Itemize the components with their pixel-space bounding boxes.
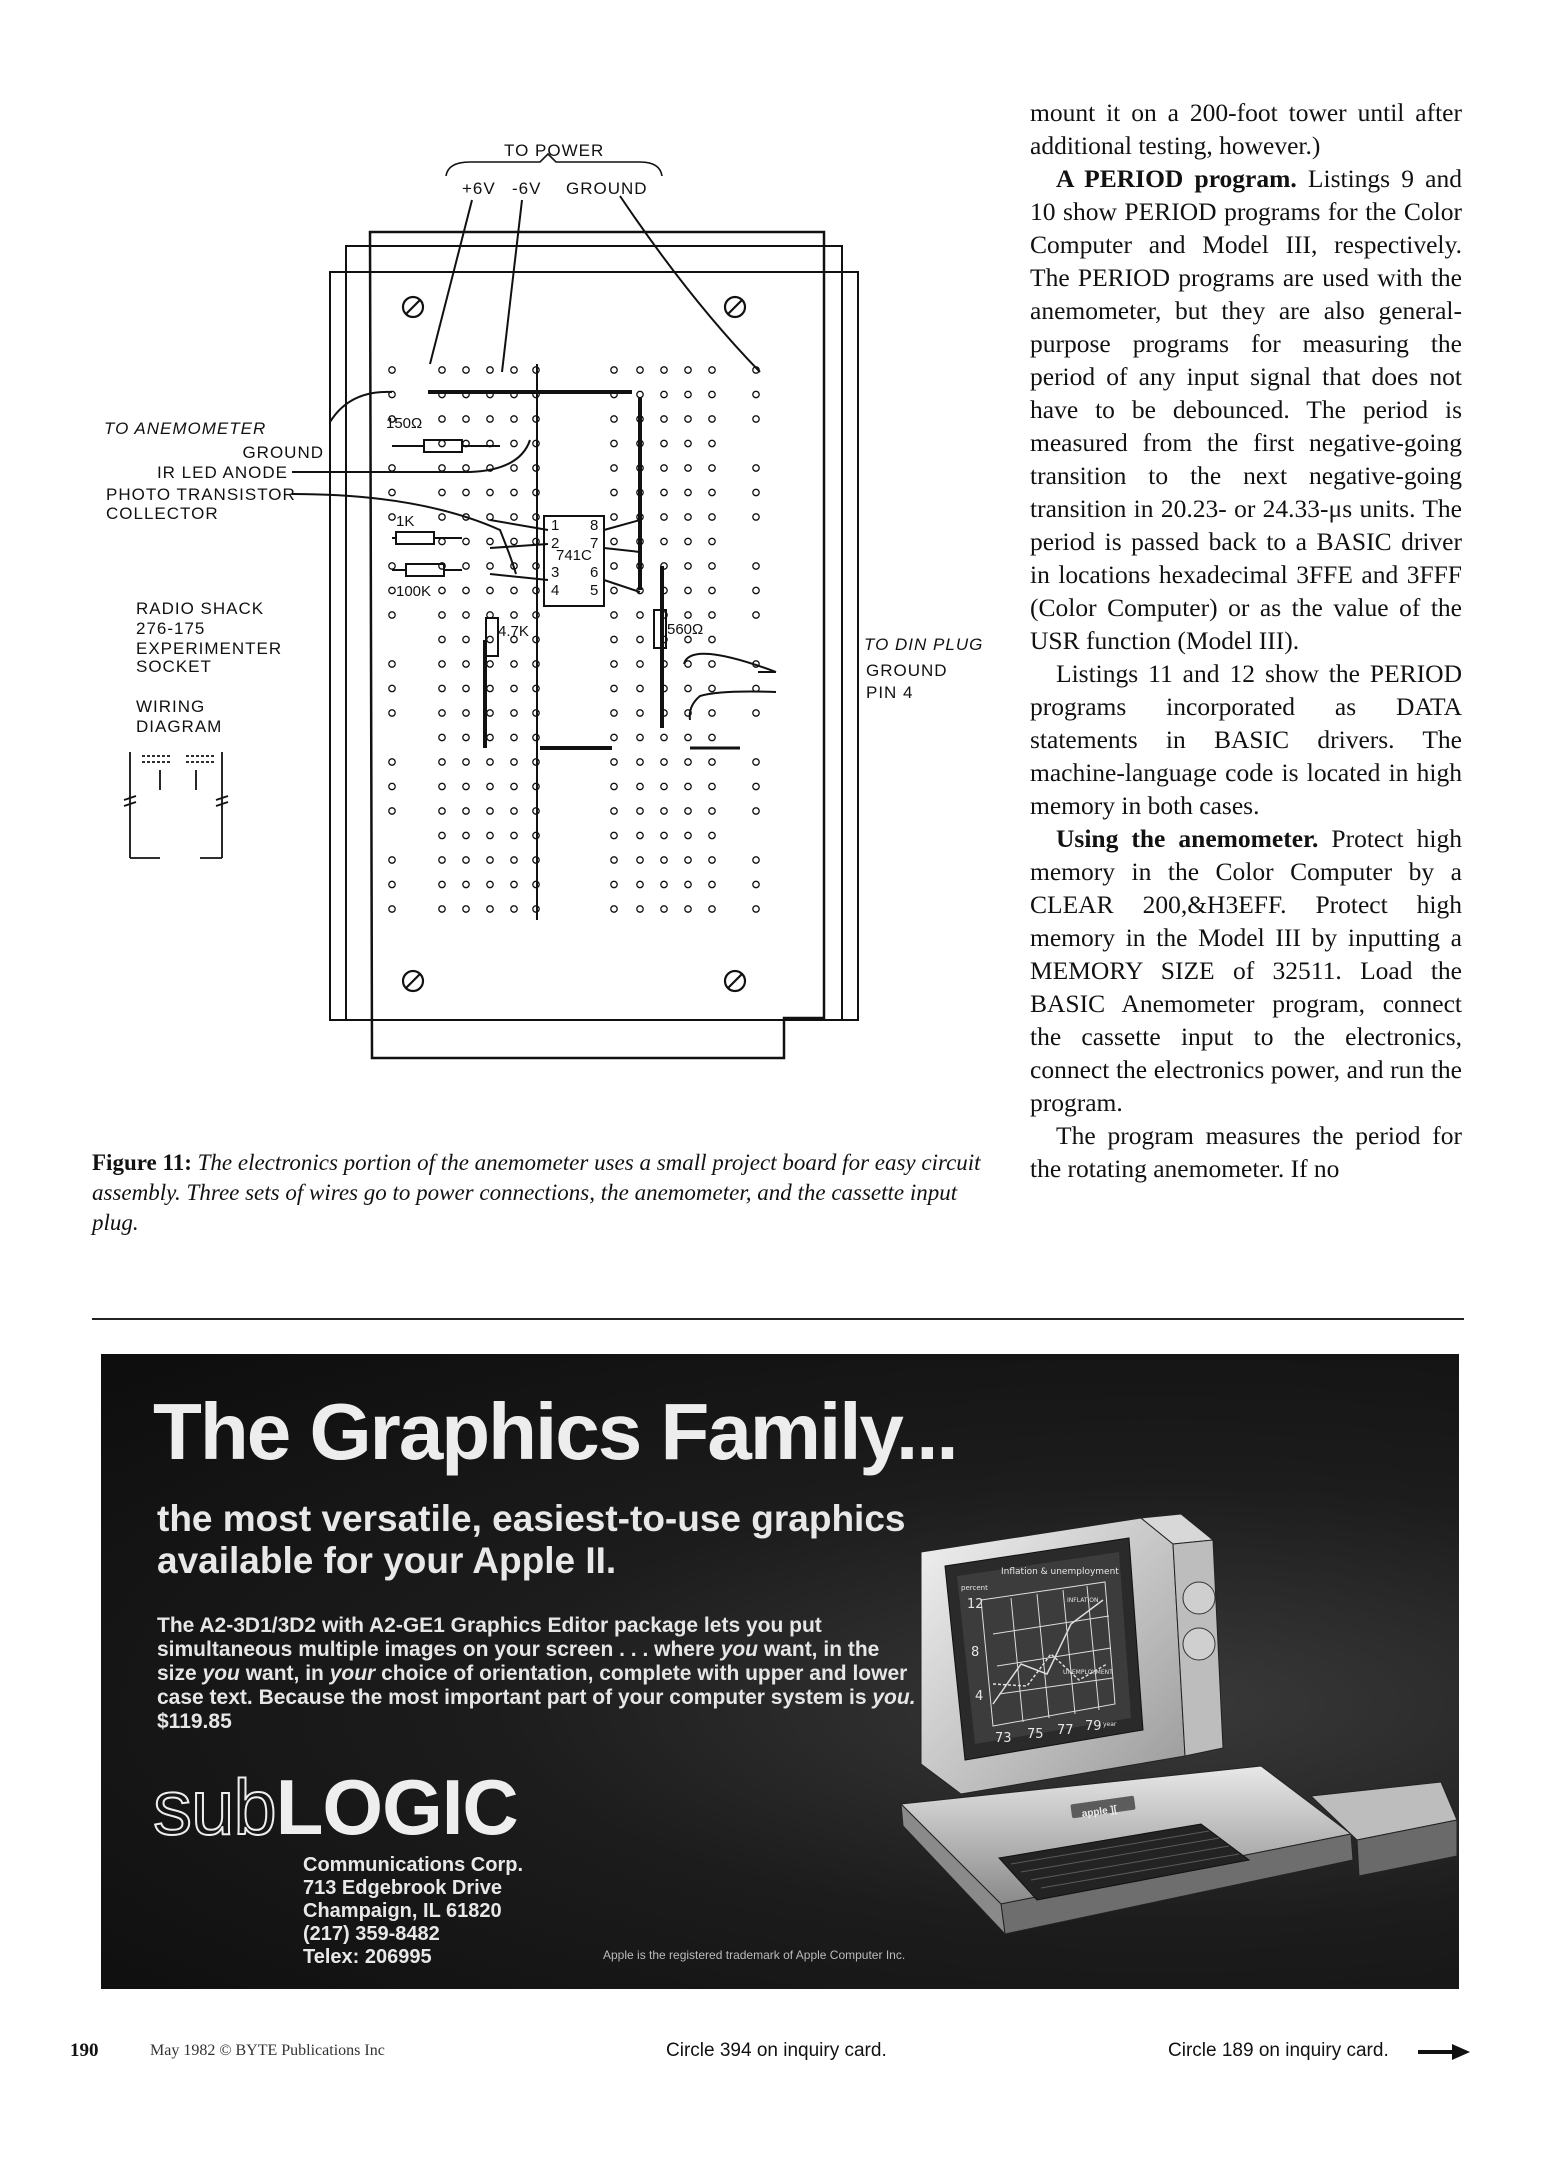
breadboard-hole (637, 661, 643, 667)
breadboard-hole (753, 587, 759, 593)
wiring-diagram-symbol (124, 752, 228, 858)
breadboard-hole (463, 857, 469, 863)
screen-xtick-75: 75 (1027, 1727, 1044, 1742)
breadboard-hole (611, 710, 617, 716)
breadboard-hole (611, 832, 617, 838)
breadboard-hole (637, 783, 643, 789)
breadboard-hole (709, 906, 715, 912)
breadboard-hole (685, 440, 691, 446)
breadboard-hole (637, 881, 643, 887)
caption-text: The electronics portion of the anemometer uses a small project board for easy circuit assembly. Three sets of wires go to power connections, the anemometer, and the cassette input plug. (92, 1150, 981, 1235)
article-paragraph: A PERIOD program. Listings 9 and 10 show PERIOD programs for the Color Computer and Model III, respectively. The PERIOD programs are used with the anemometer, but they are also general-purpose programs for measuring the period of any input signal that does not have to be debounced. The period is measured from the first negative-going transition to the next negative-going transition in 20.23- or 24.33-μs units. The period is passed back to a BASIC driver in locations hexadecimal 3FFE and 3FFF (Color Computer) or as the value of the USR function (Model III). (1030, 164, 1463, 655)
breadboard-hole (439, 538, 445, 544)
breadboard-hole (709, 881, 715, 887)
breadboard-hole (685, 808, 691, 814)
breadboard-hole (463, 710, 469, 716)
breadboard-hole (685, 514, 691, 520)
breadboard-hole (661, 808, 667, 814)
breadboard-hole (511, 685, 517, 691)
breadboard-hole (611, 440, 617, 446)
screen-ylabel: percent (961, 1584, 988, 1592)
breadboard-hole (753, 391, 759, 397)
din-wire-pin4: PIN 4 (866, 683, 914, 702)
breadboard-hole (753, 563, 759, 569)
breadboard-hole (685, 563, 691, 569)
breadboard-hole (753, 857, 759, 863)
breadboard-hole (753, 489, 759, 495)
breadboard-hole (439, 636, 445, 642)
breadboard-hole (611, 538, 617, 544)
anemometer-wire-phototransistor: PHOTO TRANSISTOR (106, 485, 296, 504)
breadboard-hole (753, 612, 759, 618)
breadboard-hole (709, 587, 715, 593)
breadboard-hole (389, 514, 395, 520)
article-subhead: A PERIOD program. (1056, 164, 1297, 193)
circuit-figure (0, 0, 1000, 1110)
breadboard-hole (685, 832, 691, 838)
breadboard-hole (511, 734, 517, 740)
breadboard-hole (709, 440, 715, 446)
breadboard-hole (439, 465, 445, 471)
breadboard-hole (685, 906, 691, 912)
component-100k-label: 100K (396, 583, 432, 600)
socket-label-3: EXPERIMENTER (136, 639, 283, 658)
breadboard-hole (753, 881, 759, 887)
breadboard-hole (661, 440, 667, 446)
breadboard-hole (661, 489, 667, 495)
breadboard-hole (463, 685, 469, 691)
screen-ytick-12: 12 (967, 1597, 984, 1612)
breadboard-hole (753, 783, 759, 789)
breadboard-hole (753, 759, 759, 765)
breadboard-hole (709, 416, 715, 422)
article-subhead: Using the anemometer. (1056, 824, 1319, 853)
breadboard-hole (439, 906, 445, 912)
monitor-screen (957, 1552, 1131, 1744)
anemometer-wire-ground: GROUND (242, 443, 324, 462)
ad-body: The A2-3D1/3D2 with A2-GE1 Graphics Editor package lets you put simultaneous multiple images on your screen . . . where you want, in the size you want, in your choice of orientation, complete with upper and lower case text. Because the most important part of your computer system is you. $119.85 (157, 1614, 916, 1733)
breadboard-hole (439, 808, 445, 814)
caption-label: Figure 11: (92, 1150, 192, 1175)
breadboard-hole (611, 881, 617, 887)
breadboard-hole (463, 538, 469, 544)
breadboard-hole (637, 906, 643, 912)
breadboard-hole (511, 538, 517, 544)
screen-xtick-79: 79 (1085, 1719, 1102, 1734)
ic-pin-3: 3 (551, 564, 560, 581)
breadboard-hole (487, 685, 493, 691)
page-number: 190 (70, 2040, 99, 2061)
breadboard-hole (439, 734, 445, 740)
breadboard-hole (487, 661, 493, 667)
breadboard-hole (389, 661, 395, 667)
breadboard-hole (661, 391, 667, 397)
breadboard-hole (487, 906, 493, 912)
breadboard-hole (439, 710, 445, 716)
screen-ytick-8: 8 (971, 1645, 980, 1660)
screen-xtick-77: 77 (1057, 1723, 1074, 1738)
ic-pin-7: 7 (590, 535, 599, 552)
breadboard-hole (511, 783, 517, 789)
board-outline-back (330, 272, 858, 1020)
breadboard-hole (511, 808, 517, 814)
breadboard-hole (511, 759, 517, 765)
sublogic-logo: subLOGIC (153, 1763, 518, 1851)
breadboard-hole (685, 587, 691, 593)
breadboard-hole (709, 685, 715, 691)
breadboard-hole (611, 783, 617, 789)
breadboard-hole (637, 391, 643, 397)
breadboard-hole (463, 832, 469, 838)
breadboard-hole (511, 465, 517, 471)
inquiry-note-1: Circle 394 on inquiry card. (666, 2040, 887, 2061)
breadboard-hole (511, 906, 517, 912)
breadboard-hole (685, 465, 691, 471)
breadboard-hole (389, 906, 395, 912)
breadboard-hole (463, 367, 469, 373)
breadboard-hole (685, 759, 691, 765)
breadboard-hole (463, 612, 469, 618)
breadboard-hole (487, 514, 493, 520)
breadboard-hole (511, 367, 517, 373)
breadboard-hole (463, 783, 469, 789)
breadboard-hole (439, 857, 445, 863)
breadboard-hole (487, 563, 493, 569)
breadboard-hole (685, 612, 691, 618)
screen-xtick-73: 73 (995, 1731, 1012, 1746)
breadboard-hole (709, 612, 715, 618)
breadboard-hole (487, 416, 493, 422)
to-power-label: TO POWER (504, 141, 605, 160)
screen-legend-inflation: INFLATION (1067, 1597, 1099, 1604)
breadboard-hole (709, 538, 715, 544)
breadboard-hole (661, 857, 667, 863)
screen-title: Inflation & unemployment (1001, 1567, 1119, 1577)
breadboard-hole (487, 710, 493, 716)
breadboard-hole (439, 587, 445, 593)
breadboard-hole (637, 612, 643, 618)
breadboard-hole (637, 832, 643, 838)
footer-date: May 1982 © BYTE Publications Inc (150, 2042, 385, 2059)
breadboard-hole (511, 440, 517, 446)
breadboard-hole (487, 832, 493, 838)
breadboard-hole (753, 416, 759, 422)
breadboard-hole (463, 465, 469, 471)
breadboard-hole (439, 759, 445, 765)
din-wire-ground: GROUND (866, 661, 948, 680)
breadboard-hole (487, 367, 493, 373)
breadboard-hole (439, 783, 445, 789)
breadboard-hole (709, 367, 715, 373)
breadboard-hole (389, 489, 395, 495)
breadboard-hole (709, 489, 715, 495)
breadboard-hole (637, 734, 643, 740)
anemometer-wire-collector: COLLECTOR (106, 504, 219, 523)
socket-label-4: SOCKET (136, 657, 212, 676)
board-outline-mid (346, 246, 842, 1020)
breadboard-hole (753, 808, 759, 814)
article-paragraph: mount it on a 200-foot tower until after additional testing, however.) (1030, 98, 1462, 160)
ic-pin-2: 2 (551, 535, 560, 552)
breadboard-hole (611, 661, 617, 667)
breadboard-hole (709, 563, 715, 569)
breadboard-hole (685, 734, 691, 740)
breadboard-hole (753, 906, 759, 912)
breadboard-hole (389, 783, 395, 789)
breadboard-hole (463, 416, 469, 422)
breadboard-hole (637, 808, 643, 814)
breadboard-hole (753, 710, 759, 716)
breadboard-hole (611, 416, 617, 422)
ic-label: 741C (556, 547, 592, 564)
breadboard-hole (685, 857, 691, 863)
screen-xunit: year (1103, 1721, 1117, 1728)
breadboard-hole (611, 514, 617, 520)
inquiry-note-2: Circle 189 on inquiry card. (1168, 2040, 1389, 2061)
breadboard-hole (389, 857, 395, 863)
breadboard-hole (389, 465, 395, 471)
to-anemometer-label: TO ANEMOMETER (104, 419, 267, 438)
breadboard-hole (439, 661, 445, 667)
breadboard-hole (487, 587, 493, 593)
breadboard-hole (637, 759, 643, 765)
breadboard-hole (487, 783, 493, 789)
breadboard-hole (389, 710, 395, 716)
breadboard-hole (463, 636, 469, 642)
breadboard-hole (389, 612, 395, 618)
breadboard-hole (463, 661, 469, 667)
breadboard-hole (511, 881, 517, 887)
breadboard-hole (661, 759, 667, 765)
breadboard-hole (463, 759, 469, 765)
component-150-label: 150Ω (386, 415, 423, 432)
breadboard-hole (709, 514, 715, 520)
breadboard-hole (511, 416, 517, 422)
breadboard-hole (463, 881, 469, 887)
breadboard-hole (637, 857, 643, 863)
article-paragraph: Using the anemometer. Protect high memory in the Color Computer by a CLEAR 200,&H3EFF. Protect high memory in the Model III by inputting a MEMORY SIZE of 32511. Load the BASIC Anemometer program, connect the cassette input to the electronics, connect the electronics power, and run the program. (1030, 824, 1462, 1117)
to-din-plug-label: TO DIN PLUG (864, 635, 984, 654)
breadboard-hole (709, 808, 715, 814)
breadboard-hole (511, 514, 517, 520)
breadboard-hole (661, 906, 667, 912)
breadboard-hole (753, 514, 759, 520)
breadboard-hole (661, 783, 667, 789)
breadboard-hole (439, 612, 445, 618)
breadboard-hole (439, 881, 445, 887)
breadboard-hole (709, 734, 715, 740)
breadboard-hole (611, 587, 617, 593)
breadboard-hole (709, 832, 715, 838)
breadboard-hole (753, 465, 759, 471)
power-pin-minus6v: -6V (512, 179, 542, 198)
breadboard-hole (389, 881, 395, 887)
breadboard-hole (439, 367, 445, 373)
anemometer-wire-ir-led: IR LED ANODE (156, 463, 288, 482)
breadboard-hole (685, 367, 691, 373)
breadboard-hole (389, 759, 395, 765)
breadboard-hole (685, 391, 691, 397)
breadboard-hole (685, 881, 691, 887)
breadboard-hole (709, 783, 715, 789)
computer-badge: apple ][ (1081, 1804, 1118, 1820)
screen-legend-unemployment: UNEMPLOYMENT (1063, 1669, 1113, 1676)
breadboard-hole (709, 661, 715, 667)
breadboard-hole (709, 391, 715, 397)
breadboard-hole (487, 636, 493, 642)
breadboard-hole (439, 440, 445, 446)
ic-pin-8: 8 (590, 517, 599, 534)
article-paragraph: The program measures the period for the rotating anemometer. If no (1030, 1121, 1462, 1183)
breadboard-hole (487, 759, 493, 765)
breadboard-hole (611, 612, 617, 618)
apple-ii-illustration (881, 1504, 1459, 1964)
breadboard-hole (661, 881, 667, 887)
breadboard-hole (661, 465, 667, 471)
ad-subhead: the most versatile, easiest-to-use graphics available for your Apple II. (157, 1498, 906, 1581)
breadboard-hole (487, 538, 493, 544)
breadboard-hole (709, 636, 715, 642)
breadboard-hole (463, 489, 469, 495)
breadboard-hole (685, 538, 691, 544)
breadboard-hole (511, 587, 517, 593)
board-outline-front (370, 232, 824, 1058)
breadboard-hole (661, 367, 667, 373)
ad-address: Communications Corp. 713 Edgebrook Drive Champaign, IL 61820 (217) 359-8482 Telex: 206995 (303, 1854, 524, 1968)
breadboard-hole (439, 685, 445, 691)
breadboard-hole (439, 514, 445, 520)
breadboard-hole (487, 734, 493, 740)
socket-label-1: RADIO SHACK (136, 599, 265, 618)
breadboard-hole (511, 857, 517, 863)
socket-label-2: 276-175 (136, 619, 206, 638)
breadboard-hole (709, 710, 715, 716)
breadboard-hole (389, 563, 395, 569)
figure-caption (92, 1148, 1004, 1238)
ad-trademark: Apple is the registered trademark of Apple Computer Inc. (603, 1948, 906, 1962)
breadboard-hole (463, 808, 469, 814)
breadboard-hole (709, 465, 715, 471)
component-1k-label: 1K (396, 513, 415, 530)
breadboard-hole (511, 832, 517, 838)
component-47k-label: 4.7K (498, 623, 529, 640)
breadboard-hole (511, 661, 517, 667)
breadboard-hole (487, 808, 493, 814)
wiring-label-1: WIRING (136, 697, 206, 716)
breadboard-hole (511, 489, 517, 495)
resistor-1k (396, 532, 434, 544)
article-column (1030, 96, 1462, 1185)
breadboard-hole (611, 367, 617, 373)
article-paragraph: Listings 11 and 12 show the PERIOD programs incorporated as DATA statements in BASIC drivers. The machine-language code is located in high memory in both cases. (1030, 659, 1462, 820)
section-divider (92, 1318, 1464, 1320)
ad-headline: The Graphics Family... (153, 1387, 957, 1476)
breadboard-hole (685, 489, 691, 495)
power-pin-plus6v: +6V (462, 179, 496, 198)
component-560-label: 560Ω (667, 621, 704, 638)
breadboard-holes (389, 367, 759, 912)
arrow-right-icon (1418, 2043, 1470, 2061)
breadboard-hole (661, 416, 667, 422)
breadboard-hole (661, 538, 667, 544)
breadboard-hole (685, 416, 691, 422)
breadboard-hole (611, 734, 617, 740)
breadboard-hole (611, 465, 617, 471)
breadboard-hole (709, 759, 715, 765)
breadboard-hole (661, 734, 667, 740)
breadboard-hole (637, 636, 643, 642)
breadboard-hole (661, 514, 667, 520)
breadboard-hole (685, 783, 691, 789)
breadboard-hole (511, 710, 517, 716)
breadboard-hole (389, 808, 395, 814)
breadboard-hole (463, 906, 469, 912)
breadboard-hole (439, 832, 445, 838)
breadboard-hole (685, 685, 691, 691)
breadboard-hole (463, 563, 469, 569)
breadboard-hole (637, 685, 643, 691)
ic-pin-4: 4 (551, 582, 560, 599)
breadboard-hole (389, 587, 395, 593)
breadboard-hole (463, 734, 469, 740)
breadboard-hole (611, 857, 617, 863)
breadboard-hole (611, 759, 617, 765)
breadboard-hole (487, 857, 493, 863)
breadboard-hole (463, 587, 469, 593)
ic-pin-5: 5 (590, 582, 599, 599)
breadboard-hole (709, 857, 715, 863)
breadboard-hole (611, 685, 617, 691)
breadboard-hole (439, 416, 445, 422)
sublogic-advertisement (101, 1354, 1459, 1989)
breadboard-hole (389, 685, 395, 691)
breadboard-hole (637, 710, 643, 716)
wiring-label-2: DIAGRAM (136, 717, 223, 736)
power-pin-ground: GROUND (566, 179, 648, 198)
breadboard-hole (611, 636, 617, 642)
breadboard-hole (611, 563, 617, 569)
breadboard-hole (611, 808, 617, 814)
ic-pin-6: 6 (590, 564, 599, 581)
breadboard-hole (439, 489, 445, 495)
breadboard-hole (661, 832, 667, 838)
breadboard-hole (637, 367, 643, 373)
breadboard-hole (611, 906, 617, 912)
breadboard-hole (389, 367, 395, 373)
screen-ytick-4: 4 (975, 1689, 984, 1704)
breadboard-hole (511, 612, 517, 618)
ic-pin-1: 1 (551, 517, 560, 534)
breadboard-hole (487, 489, 493, 495)
breadboard-hole (611, 489, 617, 495)
breadboard-hole (487, 881, 493, 887)
